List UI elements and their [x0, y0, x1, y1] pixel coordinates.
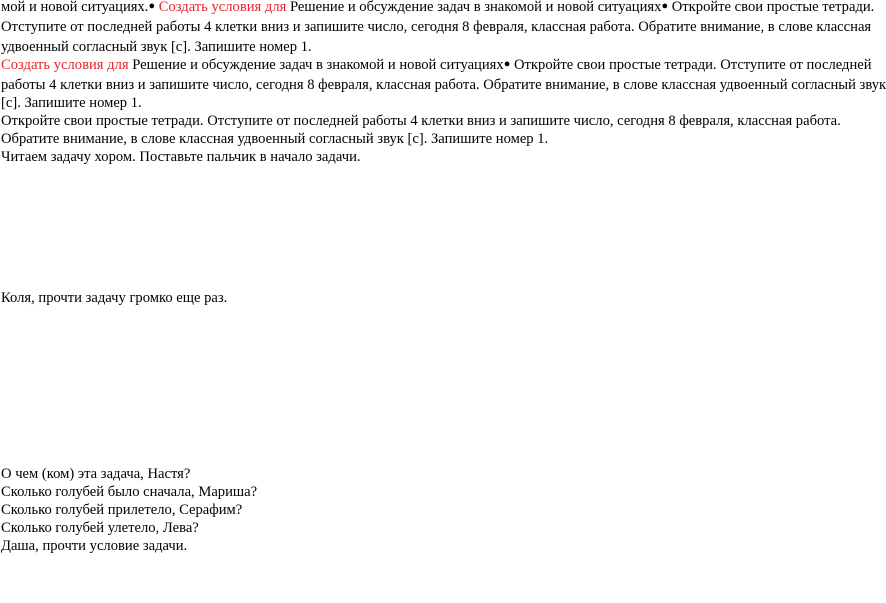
text-fragment: Откройте свои простые тетради.: [671, 0, 875, 15]
text-line: [1, 0, 874, 17]
text-fragment: Решение и обсуждение задач в знакомой и новой ситуациях: [132, 57, 504, 73]
text-line: [с]. Запишите номер 1.: [1, 95, 142, 111]
text-fragment: мой и новой ситуациях.: [1, 0, 149, 15]
text-line: Откройте свои простые тетради. Отступите от последней работы 4 клетки вниз и запишите число, сегодня 8 февраля, классная работа.: [1, 113, 841, 129]
text-line: Обратите внимание, в слове классная удвоенный согласный звук [с]. Запишите номер 1.: [1, 131, 549, 147]
question-line: Даша, прочти условие задачи.: [1, 538, 188, 554]
text-line: удвоенный согласный звук [с]. Запишите номер 1.: [1, 39, 312, 55]
question-line: Сколько голубей прилетело, Серафим?: [1, 502, 243, 518]
bullet-icon: ●: [661, 0, 669, 12]
text-line: Коля, прочти задачу громко еще раз.: [1, 290, 228, 306]
text-line: [1, 56, 872, 75]
question-line: Сколько голубей было сначала, Мариша?: [1, 484, 258, 500]
text-fragment: Откройте свои простые тетради. Отступите от последней: [514, 57, 872, 73]
text-line: работы 4 клетки вниз и запишите число, сегодня 8 февраля, классная работа. Обратите внимание, в слове классная удвоенный согласный звук: [1, 77, 886, 93]
highlight-text: Создать условия для: [1, 57, 129, 73]
text-line: Отступите от последней работы 4 клетки вниз и запишите число, сегодня 8 февраля, классная работа. Обратите внимание, в слове классная: [1, 19, 872, 35]
highlight-text: Создать условия для: [158, 0, 287, 15]
question-line: Сколько голубей улетело, Лева?: [1, 520, 199, 536]
question-line: О чем (ком) эта задача, Настя?: [1, 466, 191, 482]
text-fragment: Решение и обсуждение задач в знакомой и новой ситуациях: [289, 0, 662, 15]
bullet-icon: ●: [148, 0, 156, 12]
bullet-icon: ●: [503, 58, 511, 70]
text-line: Читаем задачу хором. Поставьте пальчик в начало задачи.: [1, 149, 361, 165]
